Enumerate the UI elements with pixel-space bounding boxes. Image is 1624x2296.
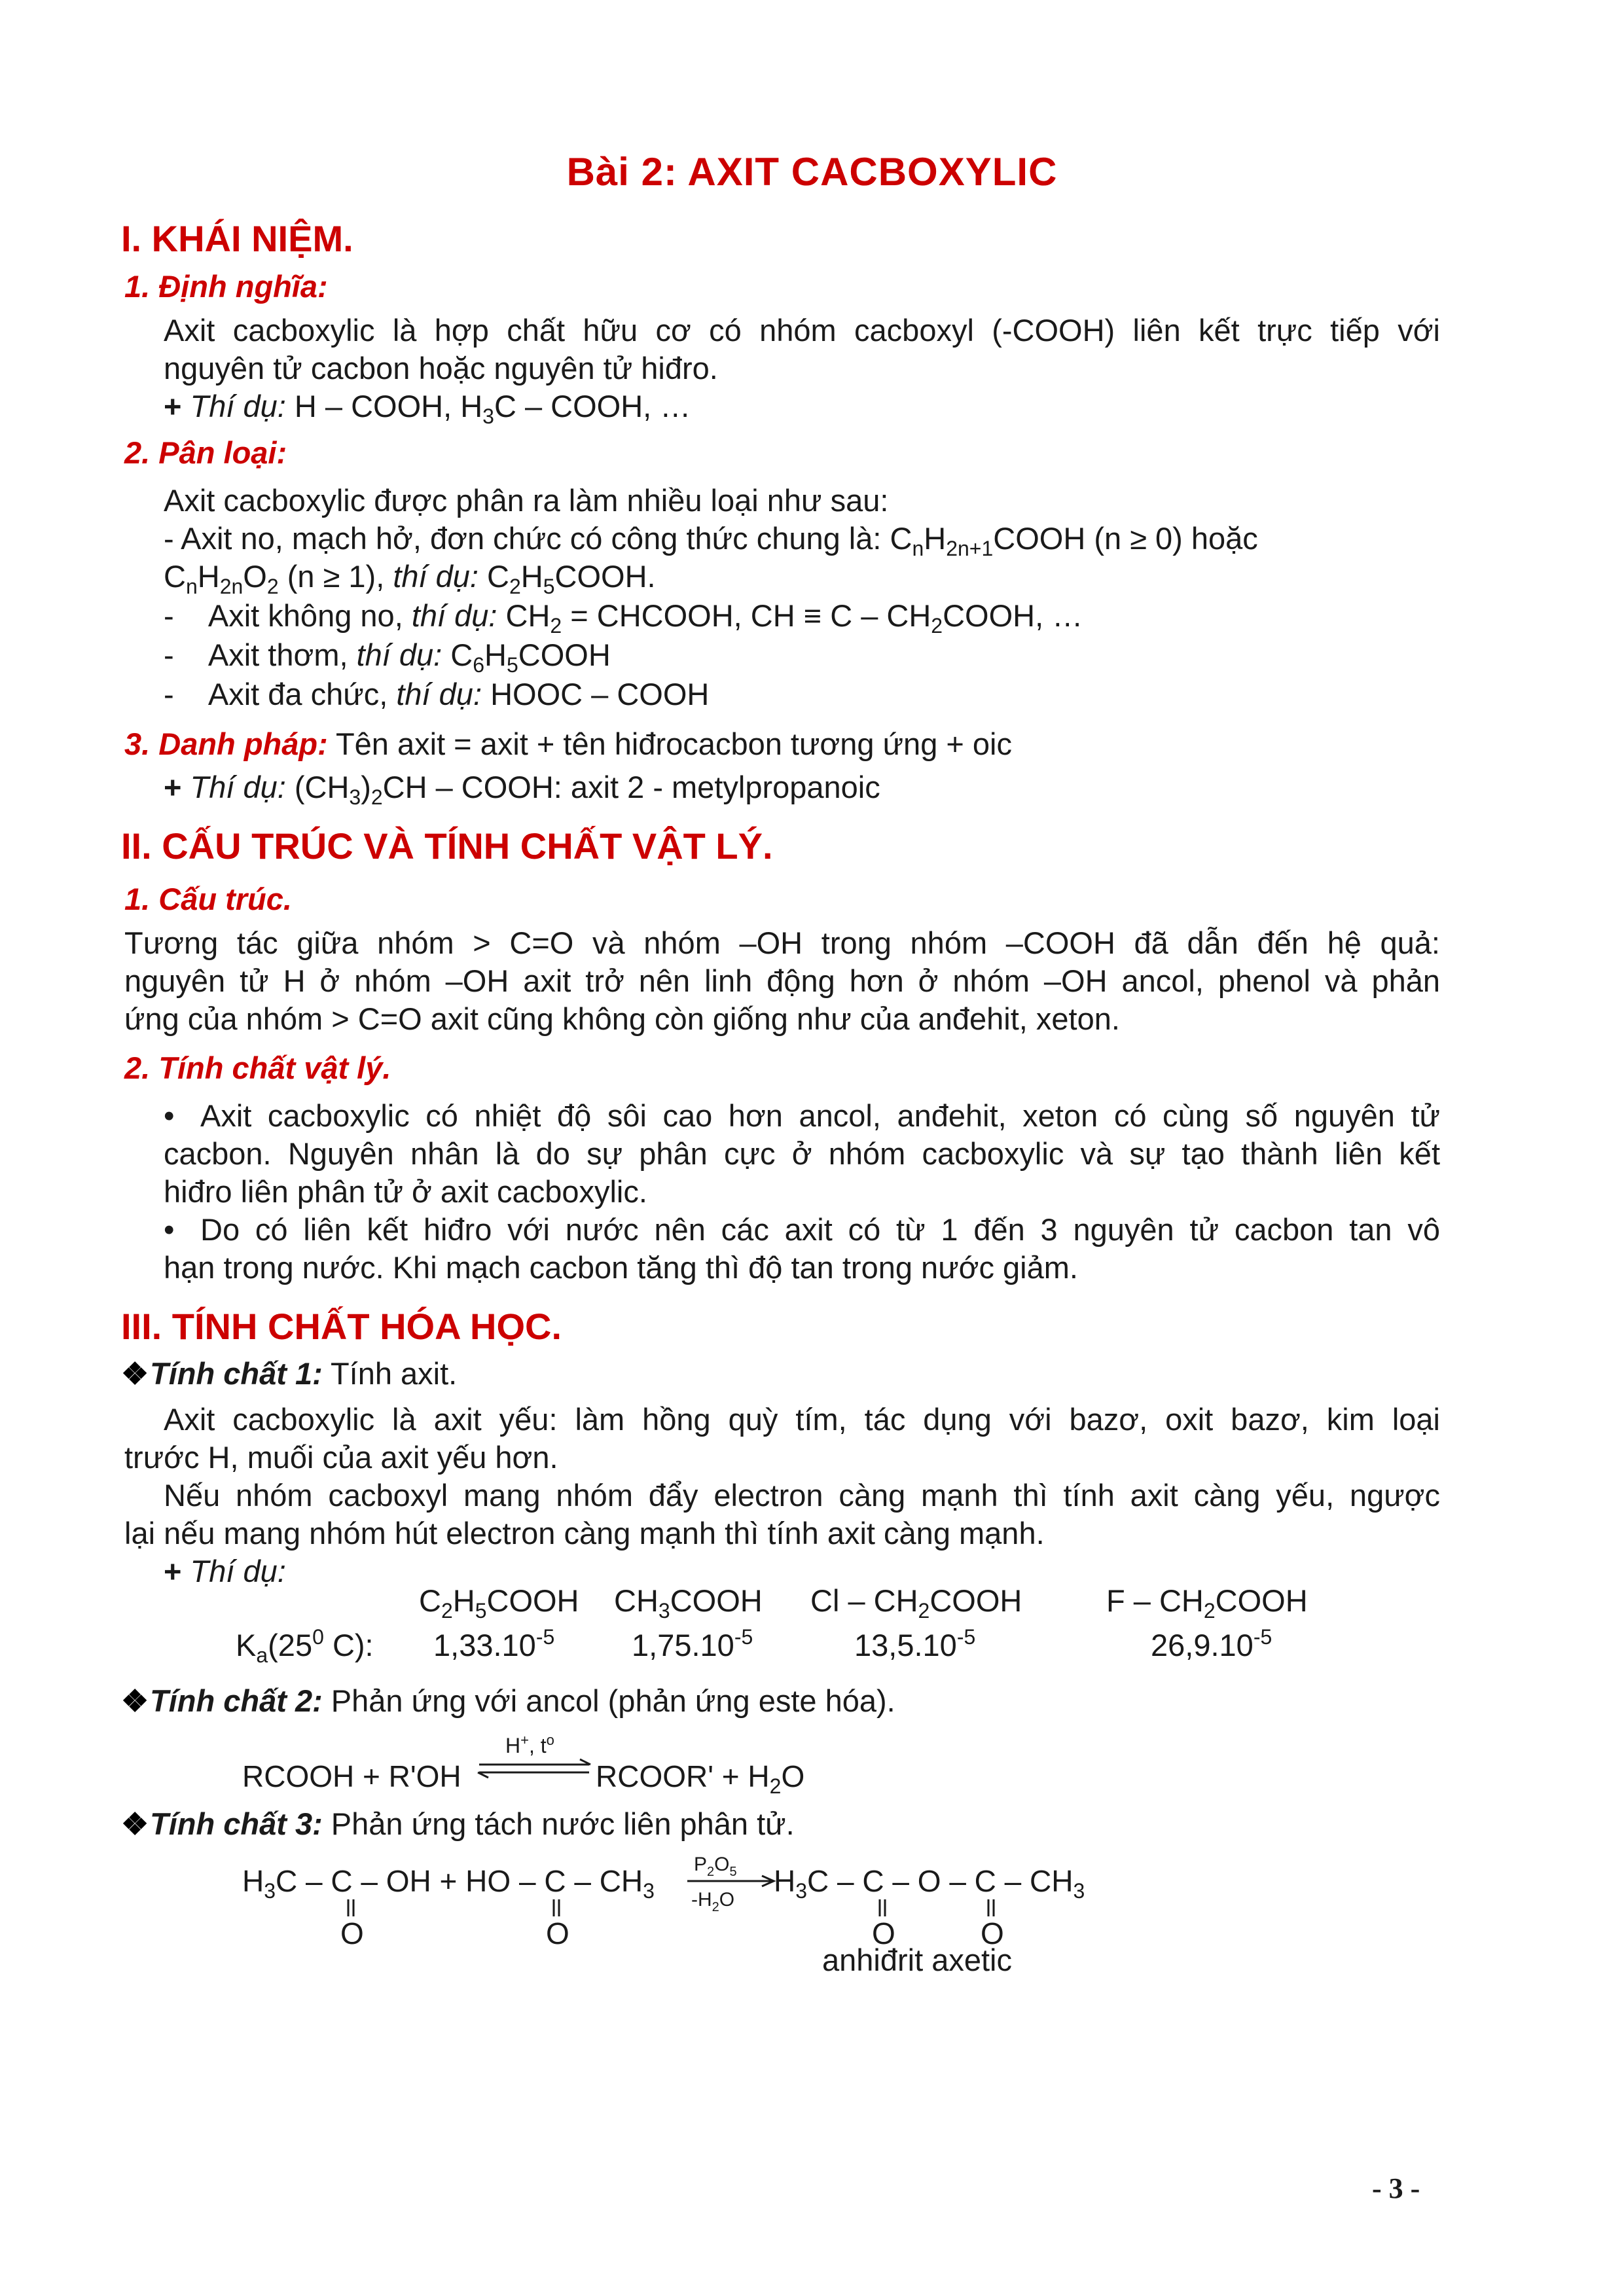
definition-line-1: Axit cacboxylic là hợp chất hữu cơ có nhóm cacboxyl (-COOH) liên kết trực tiếp với xyxy=(164,313,1440,348)
classification-bullet-1: - Axit no, mạch hở, đơn chức có công thức chung là: $C_nH_{2n+1}COOH$ (n ≥ 0) hoặc xyxy=(164,521,1258,560)
ka-value: $26,9.10^{-5}$ xyxy=(1151,1625,1272,1662)
section-2-heading: II. CẤU TRÚC VÀ TÍNH CHẤT VẬT LÝ. xyxy=(121,825,773,867)
ka-value: $13,5.10^{-5}$ xyxy=(854,1625,976,1662)
property-3-title: ❖Tính chất 3: Phản ứng tách nước liên phân tử. xyxy=(121,1805,795,1843)
property-1-line-3: Nếu nhóm cacboxyl mang nhóm đẩy electron càng mạnh thì tính axit càng yếu, ngược xyxy=(164,1478,1440,1513)
physical-bullet-2-line-2: hạn trong nước. Khi mạch cacbon tăng thì độ tan trong nước giảm. xyxy=(164,1250,1078,1285)
ka-value: $1,33.10^{-5}$ xyxy=(433,1625,555,1662)
structure-line-3: ứng của nhóm > C=O axit cũng không còn giống như của anđehit, xeton. xyxy=(124,1001,1120,1036)
definition-line-2: nguyên tử cacbon hoặc nguyên tử hiđro. xyxy=(164,351,718,386)
product-name: anhiđrit axetic xyxy=(822,1943,1012,1977)
page-number: - 3 - xyxy=(1372,2172,1420,2204)
structure-subheading: 1. Cấu trúc. xyxy=(124,882,292,916)
diamond-bullet-icon: ❖ xyxy=(121,1356,149,1391)
acid-name: F – $CH_2COOH$ xyxy=(1106,1583,1308,1623)
reactants-formula: $H_3C$ – C – OH + HO – C – $CH_3$ xyxy=(242,1864,655,1903)
physical-bullet-2-marker: • xyxy=(164,1212,175,1247)
nomenclature-line: 3. Danh pháp: Tên axit = axit + tên hiđrocacbon tương ứng + oic xyxy=(124,726,1012,761)
physical-bullet-1-line-2: cacbon. Nguyên nhân là do sự phân cực ở nhóm cacboxylic và sự tạo thành liên kết xyxy=(164,1136,1440,1171)
classification-bullet-3: - Axit thơm, thí dụ: $C_6H_5COOH$ xyxy=(164,637,611,677)
physical-bullet-1-line-1: Axit cacboxylic có nhiệt độ sôi cao hơn ancol, anđehit, xeton có cùng số nguyên tử xyxy=(200,1098,1440,1133)
nomenclature-example: + Thí dụ: $(CH_3)_2CH$ – COOH: axit 2 - metylpropanoic xyxy=(164,770,880,809)
section-3-heading: III. TÍNH CHẤT HÓA HỌC. xyxy=(121,1306,562,1347)
oxygen-atom: O xyxy=(981,1916,1004,1950)
property-1-example-label: + Thí dụ: xyxy=(164,1554,286,1588)
property-1-title: ❖Tính chất 1: Tính axit. xyxy=(121,1355,457,1393)
ester-rhs: RCOOR' + $H_2O$ xyxy=(596,1759,805,1798)
property-1-line-4: lại nếu mang nhóm hút electron càng mạnh thì tính axit càng mạnh. xyxy=(124,1516,1045,1551)
oxygen-atom: O xyxy=(340,1916,364,1950)
section-1-heading: I. KHÁI NIỆM. xyxy=(121,218,353,259)
definition-subheading: 1. Định nghĩa: xyxy=(124,269,328,304)
property-1-line-2: trước H, muối của axit yếu hơn. xyxy=(124,1440,558,1475)
physical-bullet-2-line-1: Do có liên kết hiđro với nước nên các axit có từ 1 đến 3 nguyên tử cacbon tan vô xyxy=(200,1212,1440,1247)
anhydride-equation xyxy=(236,1846,1152,1977)
ka-value: $1,75.10^{-5}$ xyxy=(632,1625,753,1662)
reaction-condition-bottom: $-H_2O$ xyxy=(691,1889,735,1914)
physical-properties-subheading: 2. Tính chất vật lý. xyxy=(124,1050,391,1085)
reaction-condition-top: $P_2O_5$ xyxy=(694,1854,737,1879)
oxygen-atom: O xyxy=(872,1916,895,1950)
product-formula: $H_3C$ – C – O – C – $CH_3$ xyxy=(774,1864,1085,1903)
classification-bullet-4: - Axit đa chức, thí dụ: HOOC – COOH xyxy=(164,677,710,711)
property-1-line-1: Axit cacboxylic là axit yếu: làm hồng quỳ tím, tác dụng với bazơ, oxit bazơ, kim loại xyxy=(164,1402,1440,1437)
definition-example: + Thí dụ: H – COOH, $H_3C$ – COOH, … xyxy=(164,389,691,428)
physical-bullet-1-line-3: hiđro liên phân tử ở axit cacboxylic. xyxy=(164,1174,647,1209)
property-2-title: ❖Tính chất 2: Phản ứng với ancol (phản ứng este hóa). xyxy=(121,1682,895,1720)
diamond-bullet-icon: ❖ xyxy=(121,1806,149,1841)
classification-bullet-2: - Axit không no, thí dụ: $CH_2$ = CHCOOH, CH ≡ C – $CH_2COOH$, … xyxy=(164,598,1083,637)
classification-intro: Axit cacboxylic được phân ra làm nhiều loại như sau: xyxy=(164,483,889,518)
ka-label: $K_a(25^0$ C): xyxy=(236,1625,374,1667)
ester-condition: H+, $t^o$ xyxy=(505,1732,554,1757)
oxygen-atom: O xyxy=(546,1916,569,1950)
esterification-equation xyxy=(236,1728,890,1800)
physical-bullet-1-marker: • xyxy=(164,1098,175,1133)
acid-name: $CH_3COOH$ xyxy=(614,1583,763,1623)
structure-line-2: nguyên tử H ở nhóm –OH axit trở nên linh động hơn ở nhóm –OH ancol, phenol và phản xyxy=(124,963,1440,998)
classification-bullet-1-cont: $C_nH_{2n}O_2$ (n ≥ 1), thí dụ: $C_2H_5COOH$. xyxy=(164,559,656,598)
lesson-title: Bài 2: AXIT CACBOXYLIC xyxy=(566,150,1058,194)
acid-name: Cl – $CH_2COOH$ xyxy=(810,1583,1022,1623)
structure-line-1: Tương tác giữa nhóm > C=O và nhóm –OH trong nhóm –COOH đã dẫn đến hệ quả: xyxy=(124,925,1440,960)
acid-name: $C_2H_5COOH$ xyxy=(419,1583,579,1623)
diamond-bullet-icon: ❖ xyxy=(121,1683,149,1718)
classification-subheading: 2. Pân loại: xyxy=(124,435,287,470)
ester-lhs: RCOOH + R'OH xyxy=(242,1759,461,1793)
